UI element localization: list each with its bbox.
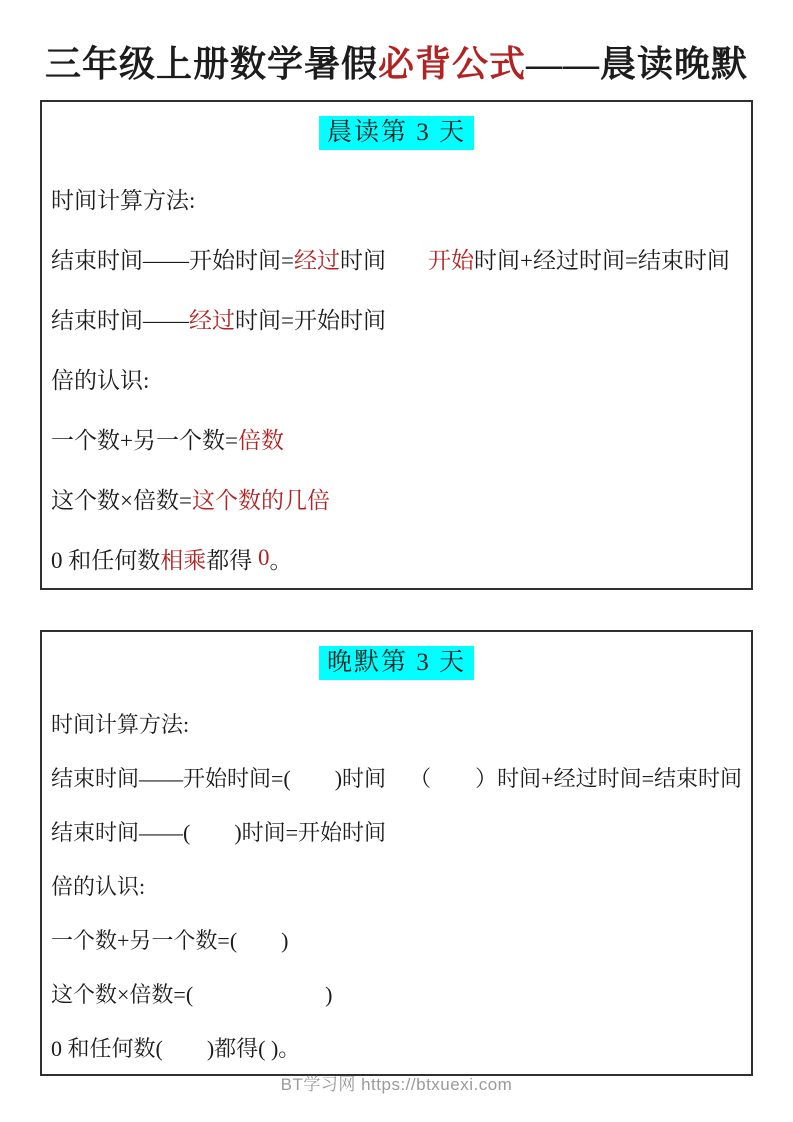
formula-line: [42, 1020, 751, 1074]
watermark: BT学习网 https://btxuexi.com: [280, 1075, 513, 1094]
evening-recitation-section: [40, 630, 753, 1076]
highlighted-red-text: 经过: [189, 307, 235, 333]
highlighted-red-text: 经过: [293, 247, 340, 273]
formula-line: [42, 228, 751, 288]
formula-text: 结束时间——开始时间=: [51, 247, 294, 273]
evening-header-row: [42, 646, 751, 680]
highlighted-red-text: 必背公式: [377, 44, 526, 84]
formula-text: 0 和任何数: [51, 547, 161, 573]
page-title: [0, 0, 793, 87]
formula-text: 这个数×倍数=( ): [51, 981, 333, 1007]
formula-text: 倍的认识:: [51, 367, 150, 393]
morning-header-row: [42, 116, 751, 150]
formula-text: 一个数+另一个数=( ): [51, 927, 289, 953]
formula-line: [42, 696, 751, 750]
evening-formula-lines: [42, 696, 751, 1074]
formula-text: 倍的认识:: [51, 873, 146, 899]
formula-text: （ ）时间+经过时间=结束时间: [409, 765, 742, 791]
formula-text: 三年级上册数学暑假: [44, 44, 378, 84]
formula-text: ——晨读晚默: [526, 44, 749, 84]
formula-line: [42, 804, 751, 858]
formula-text: 时间: [339, 247, 386, 273]
morning-header-badge: 晨读第 3 天: [319, 116, 474, 150]
highlighted-red-text: 倍数: [237, 427, 284, 453]
formula-line: [42, 348, 751, 408]
highlighted-red-text: 相乘: [160, 547, 207, 573]
highlighted-red-text: 0: [258, 545, 270, 570]
evening-header-badge: 晚默第 3 天: [319, 646, 474, 680]
formula-line: [42, 912, 751, 966]
formula-line: [42, 858, 751, 912]
morning-reading-section: [40, 100, 753, 590]
formula-line: [42, 528, 751, 588]
formula-text: 时间+经过时间=结束时间: [473, 247, 730, 273]
formula-line: [42, 750, 751, 804]
formula-line: [42, 408, 751, 468]
formula-text: 时间计算方法:: [51, 187, 196, 213]
formula-text: 一个数+另一个数=: [51, 427, 238, 453]
formula-text: 时间=开始时间: [235, 307, 386, 333]
formula-line: [42, 966, 751, 1020]
highlighted-red-text: 这个数的几倍: [191, 487, 330, 513]
formula-text: 结束时间——开始时间=( )时间: [51, 765, 387, 791]
formula-text: 都得: [206, 547, 258, 573]
formula-text: 这个数×倍数=: [51, 487, 192, 513]
formula-text: 0 和任何数( )都得( )。: [51, 1035, 301, 1061]
formula-text: 时间计算方法:: [51, 711, 190, 737]
formula-text: 结束时间——: [51, 307, 189, 333]
formula-line: [42, 288, 751, 348]
formula-text: 。: [269, 547, 293, 573]
formula-line: [42, 468, 751, 528]
highlighted-red-text: 开始: [427, 247, 474, 273]
morning-formula-lines: [42, 168, 751, 588]
formula-line: [42, 168, 751, 228]
formula-text: 结束时间——( )时间=开始时间: [51, 819, 387, 845]
